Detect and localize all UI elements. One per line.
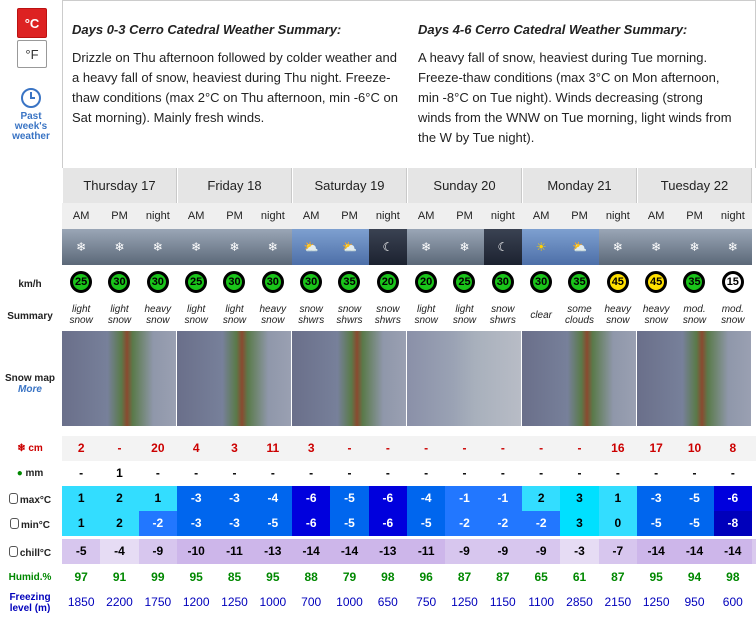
snow-cm: 17 — [649, 441, 663, 455]
snow-map-image — [637, 331, 752, 426]
rain-mm: - — [462, 466, 467, 480]
snow-label-text: cm — [28, 443, 43, 454]
humidity: 94 — [687, 570, 702, 584]
snow-cloud-icon: ❄ — [637, 229, 675, 265]
min-temp: 3 — [560, 511, 598, 536]
chill-label-text: chill°C — [19, 548, 52, 559]
min-temp: -5 — [407, 511, 445, 536]
humidity: 98 — [726, 570, 740, 584]
day-header[interactable]: Tuesday 22 — [637, 168, 752, 203]
wind-speed — [714, 265, 752, 299]
wind-speed — [139, 265, 177, 299]
humidity: 87 — [496, 570, 510, 584]
rain-mm: - — [385, 466, 390, 480]
min-temp: -5 — [254, 511, 292, 536]
wind-speed — [675, 265, 713, 299]
humidity: 99 — [151, 570, 165, 584]
wind-speed — [484, 265, 522, 299]
wind-arrow-icon: 25 — [70, 271, 92, 293]
humidity: 95 — [649, 570, 663, 584]
freezing-level: 1250 — [221, 595, 248, 609]
weather-summary: snow shwrs — [489, 304, 516, 326]
thermometer-icon — [9, 493, 18, 504]
humidity: 95 — [189, 570, 203, 584]
period-label: AM — [62, 203, 100, 229]
snow-map-label: Snow map — [4, 373, 55, 384]
chill-temp: -9 — [522, 539, 560, 564]
freezing-level: 1150 — [489, 595, 516, 609]
summary-days-0-3 — [72, 22, 402, 128]
wind-arrow-icon: 30 — [108, 271, 130, 293]
max-temp: -4 — [407, 486, 445, 511]
moon-snow-icon: ☾ — [369, 229, 407, 265]
max-temp: -3 — [637, 486, 675, 511]
weather-summary: mod. snow — [721, 304, 745, 326]
wind-speed — [330, 265, 368, 299]
period-label: night — [714, 203, 752, 229]
wind-arrow-icon: 30 — [262, 271, 284, 293]
snow-cm: 11 — [266, 441, 280, 455]
sun-icon: ☀ — [522, 229, 560, 265]
humidity: 65 — [534, 570, 548, 584]
max-temp-label — [0, 493, 60, 506]
period-label: PM — [445, 203, 483, 229]
freezing-level: 1000 — [336, 595, 363, 609]
snow-cloud-icon: ❄ — [139, 229, 177, 265]
period-label: night — [369, 203, 407, 229]
snow-cloud-icon: ❄ — [675, 229, 713, 265]
summary-text: Drizzle on Thu afternoon followed by colder weather and a heavy fall of snow, heaviest during Thu night. Freeze-thaw conditions (max 2°C on Thu afternoon, min -6°C on Sat morning). Mainly fresh winds. — [72, 50, 398, 125]
humidity: 95 — [266, 570, 280, 584]
fahrenheit-button[interactable]: °F — [17, 40, 47, 68]
chill-temp: -10 — [177, 539, 215, 564]
max-temp: -6 — [292, 486, 330, 511]
rain-mm: - — [232, 466, 237, 480]
rain-mm: - — [424, 466, 429, 480]
wind-arrow-icon: 30 — [300, 271, 322, 293]
period-label: PM — [215, 203, 253, 229]
snow-cm: - — [500, 441, 505, 455]
past-weather-link[interactable] — [6, 88, 56, 142]
snow-map-image — [522, 331, 637, 426]
more-link[interactable]: More — [18, 384, 42, 395]
min-temp: -2 — [522, 511, 560, 536]
wind-speed — [100, 265, 138, 299]
summary-label: Summary — [7, 311, 53, 322]
celsius-button[interactable]: °C — [17, 8, 47, 38]
rain-row-label — [0, 468, 60, 479]
period-label: night — [484, 203, 522, 229]
wind-arrow-icon: 45 — [645, 271, 667, 293]
min-temp: -6 — [292, 511, 330, 536]
weather-summary: clear — [530, 309, 552, 321]
snow-cm: 16 — [611, 441, 625, 455]
snow-cloud-icon: ❄ — [177, 229, 215, 265]
wind-speed — [637, 265, 675, 299]
wind-arrow-icon: 25 — [185, 271, 207, 293]
chill-temp: -4 — [100, 539, 138, 564]
wind-arrow-icon: 35 — [683, 271, 705, 293]
weather-summary: snow shwrs — [298, 304, 325, 326]
snow-row-label — [0, 443, 60, 454]
period-label: PM — [330, 203, 368, 229]
humidity: 96 — [419, 570, 433, 584]
chill-temp-label — [0, 546, 60, 559]
max-temp: -5 — [330, 486, 368, 511]
max-temp: -5 — [675, 486, 713, 511]
min-temp: 1 — [62, 511, 100, 536]
thermometer-icon — [9, 546, 18, 557]
humidity: 61 — [572, 570, 587, 584]
period-label: PM — [100, 203, 138, 229]
weather-summary: heavy snow — [604, 304, 632, 326]
chill-temp: -14 — [714, 539, 752, 564]
snow-cloud-icon: ❄ — [599, 229, 637, 265]
chill-temp: -9 — [445, 539, 483, 564]
period-label: night — [254, 203, 292, 229]
wind-arrow-icon: 35 — [338, 271, 360, 293]
chill-temp: -14 — [292, 539, 330, 564]
day-header[interactable]: Sunday 20 — [407, 168, 522, 203]
weather-summary: light snow — [222, 304, 247, 326]
snow-cm: 3 — [231, 441, 238, 455]
snowflake-icon: ❄ — [17, 443, 29, 454]
snow-cloud-icon: ❄ — [100, 229, 138, 265]
sun-snow-icon: ⛅ — [292, 229, 330, 265]
min-temp: -2 — [484, 511, 522, 536]
rain-label-text: mm — [25, 468, 44, 479]
wind-speed — [599, 265, 637, 299]
wind-speed — [254, 265, 292, 299]
snow-cm: - — [539, 441, 544, 455]
day-header[interactable]: Thursday 17 — [62, 168, 177, 203]
chill-temp: -11 — [407, 539, 445, 564]
max-label-text: max°C — [19, 495, 52, 506]
chill-temp: -5 — [62, 539, 100, 564]
rain-mm: - — [692, 466, 697, 480]
max-temp: 3 — [560, 486, 598, 511]
weather-summary: heavy snow — [144, 304, 172, 326]
chill-temp: -3 — [560, 539, 598, 564]
snow-cloud-icon: ❄ — [254, 229, 292, 265]
min-temp: -5 — [675, 511, 713, 536]
min-temp: -3 — [215, 511, 253, 536]
period-label: AM — [292, 203, 330, 229]
wind-arrow-icon: 30 — [147, 271, 169, 293]
wind-arrow-icon: 45 — [607, 271, 629, 293]
weather-summary: light snow — [414, 304, 438, 326]
freezing-level: 1250 — [642, 595, 670, 609]
moon-cloud-icon: ☾ — [484, 229, 522, 265]
min-temp: -5 — [330, 511, 368, 536]
wind-arrow-icon: 30 — [492, 271, 514, 293]
wind-speed — [445, 265, 483, 299]
chill-temp: -14 — [637, 539, 675, 564]
max-temp: -3 — [177, 486, 215, 511]
weather-summary: heavy snow — [642, 304, 670, 326]
weather-summary: heavy snow — [259, 304, 287, 326]
summary-days-4-6 — [418, 22, 738, 148]
rain-mm: - — [577, 466, 582, 480]
min-temp: -5 — [637, 511, 675, 536]
min-temp: -8 — [714, 511, 752, 536]
snow-cm: - — [385, 441, 390, 455]
snow-cm: - — [424, 441, 429, 455]
wind-arrow-icon: 35 — [568, 271, 590, 293]
chill-temp: -13 — [254, 539, 292, 564]
snow-cloud-icon: ❄ — [714, 229, 752, 265]
snow-cm: 4 — [192, 441, 200, 455]
humidity-label: Humid.% — [8, 572, 52, 583]
rain-mm: - — [270, 466, 275, 480]
freezing-level: 1250 — [451, 595, 478, 609]
min-temp: -3 — [177, 511, 215, 536]
min-temp: -6 — [369, 511, 407, 536]
freezing-level-label: Freezing level (m) — [9, 592, 51, 614]
snow-map-image — [62, 331, 177, 426]
min-temp: -2 — [139, 511, 177, 536]
snow-map-image — [407, 331, 522, 426]
weather-summary: snow shwrs — [374, 304, 401, 326]
snow-cm: - — [347, 441, 352, 455]
max-temp: 1 — [62, 486, 100, 511]
wind-speed — [215, 265, 253, 299]
snow-cm: 8 — [729, 441, 737, 455]
snow-cm: 3 — [307, 441, 315, 455]
freezing-level: 1850 — [67, 595, 95, 609]
chill-temp: -14 — [675, 539, 713, 564]
sun-cloud-icon: ⛅ — [560, 229, 598, 265]
wind-arrow-icon: 25 — [453, 271, 475, 293]
chill-temp: -7 — [599, 539, 637, 564]
freezing-level: 600 — [722, 595, 743, 609]
max-temp: -3 — [215, 486, 253, 511]
wind-speed — [407, 265, 445, 299]
snow-map-image — [177, 331, 292, 426]
rain-mm: - — [347, 466, 352, 480]
snow-cm: 20 — [151, 441, 165, 455]
period-label: AM — [522, 203, 560, 229]
weather-summary: mod. snow — [682, 304, 707, 326]
wind-arrow-icon: 30 — [223, 271, 245, 293]
rain-mm: - — [654, 466, 659, 480]
snow-cm: 10 — [687, 441, 702, 455]
rain-mm: - — [194, 466, 199, 480]
snow-cloud-icon: ❄ — [407, 229, 445, 265]
summary-heading: Days 0-3 Cerro Catedral Weather Summary: — [72, 22, 342, 37]
period-label: AM — [407, 203, 445, 229]
rain-mm: - — [615, 466, 620, 480]
sun-snow-icon: ⛅ — [330, 229, 368, 265]
min-label-text: min°C — [21, 520, 50, 531]
humidity: 91 — [112, 570, 127, 584]
rain-mm: - — [500, 466, 505, 480]
snow-cloud-icon: ❄ — [445, 229, 483, 265]
humidity: 97 — [74, 570, 88, 584]
chill-temp: -9 — [484, 539, 522, 564]
snow-cloud-icon: ❄ — [62, 229, 100, 265]
summary-heading: Days 4-6 Cerro Catedral Weather Summary: — [418, 22, 688, 37]
weather-summary: some clouds — [565, 304, 594, 326]
past-weather-label: Past week's weather — [12, 111, 50, 142]
rain-mm: - — [309, 466, 314, 480]
freezing-level: 1000 — [259, 595, 287, 609]
freezing-level: 1100 — [528, 595, 555, 609]
snow-map-image — [292, 331, 407, 426]
rain-mm: - — [539, 466, 544, 480]
weather-summary: light snow — [184, 304, 208, 326]
chill-temp: -14 — [330, 539, 368, 564]
period-label: night — [139, 203, 177, 229]
period-label: night — [599, 203, 637, 229]
humidity: 87 — [457, 570, 472, 584]
wind-speed — [369, 265, 407, 299]
clock-icon — [21, 88, 41, 108]
thermometer-icon — [10, 518, 19, 529]
wind-arrow-icon: 15 — [722, 271, 744, 293]
max-temp: 2 — [100, 486, 138, 511]
wind-speed — [522, 265, 560, 299]
max-temp: -4 — [254, 486, 292, 511]
min-temp: 2 — [100, 511, 138, 536]
snow-cm: - — [117, 441, 122, 455]
humidity: 98 — [381, 570, 395, 584]
day-header[interactable]: Saturday 19 — [292, 168, 407, 203]
max-temp: -6 — [714, 486, 752, 511]
chill-temp: -11 — [215, 539, 253, 564]
chill-temp: -9 — [139, 539, 177, 564]
freezing-level: 2200 — [106, 595, 133, 609]
min-temp: 0 — [599, 511, 637, 536]
humidity: 87 — [611, 570, 625, 584]
wind-speed — [560, 265, 598, 299]
freezing-level: 700 — [301, 595, 322, 609]
snow-cm: 2 — [77, 441, 85, 455]
humidity: 85 — [227, 570, 242, 584]
humidity: 88 — [304, 570, 318, 584]
weather-summary: light snow — [107, 304, 132, 326]
min-temp: -2 — [445, 511, 483, 536]
summary-text: A heavy fall of snow, heaviest during Tue morning. Freeze-thaw conditions (max 3°C on Mon afternoon, min -8°C on Tue night). Winds decreasing (strong winds from the WNW on Tue morning, light winds from the W by Tue night). — [418, 50, 732, 145]
min-temp-label — [0, 518, 60, 531]
snow-cm: - — [462, 441, 467, 455]
weather-summary: light snow — [452, 304, 477, 326]
wind-arrow-icon: 20 — [377, 271, 399, 293]
period-label: AM — [637, 203, 675, 229]
max-temp: -6 — [369, 486, 407, 511]
chill-temp: -13 — [369, 539, 407, 564]
rain-mm: - — [155, 466, 160, 480]
humidity: 79 — [342, 570, 357, 584]
snow-cloud-icon: ❄ — [215, 229, 253, 265]
wind-speed — [292, 265, 330, 299]
wind-arrow-icon: 30 — [530, 271, 552, 293]
freezing-level: 950 — [684, 595, 705, 609]
wind-speed — [62, 265, 100, 299]
freezing-level: 750 — [416, 595, 437, 609]
freezing-level: 1750 — [144, 595, 172, 609]
rain-mm: - — [730, 466, 735, 480]
weather-summary: light snow — [69, 304, 93, 326]
snow-cm: - — [577, 441, 582, 455]
freezing-level: 2850 — [566, 595, 593, 609]
max-temp: 1 — [599, 486, 637, 511]
day-header[interactable]: Monday 21 — [522, 168, 637, 203]
weather-summary: snow shwrs — [336, 304, 363, 326]
max-temp: -1 — [484, 486, 522, 511]
period-label: PM — [675, 203, 713, 229]
freezing-level: 650 — [377, 595, 398, 609]
day-header[interactable]: Friday 18 — [177, 168, 292, 203]
period-label: AM — [177, 203, 215, 229]
rain-mm: - — [79, 466, 84, 480]
max-temp: -1 — [445, 486, 483, 511]
raindrop-icon: ● — [16, 468, 26, 479]
max-temp: 1 — [139, 486, 177, 511]
max-temp: 2 — [522, 486, 560, 511]
freezing-level: 1200 — [182, 595, 210, 609]
wind-label: km/h — [18, 279, 42, 290]
rain-mm: 1 — [116, 466, 123, 480]
freezing-level: 2150 — [604, 595, 632, 609]
period-label: PM — [560, 203, 598, 229]
wind-speed — [177, 265, 215, 299]
wind-arrow-icon: 20 — [415, 271, 437, 293]
